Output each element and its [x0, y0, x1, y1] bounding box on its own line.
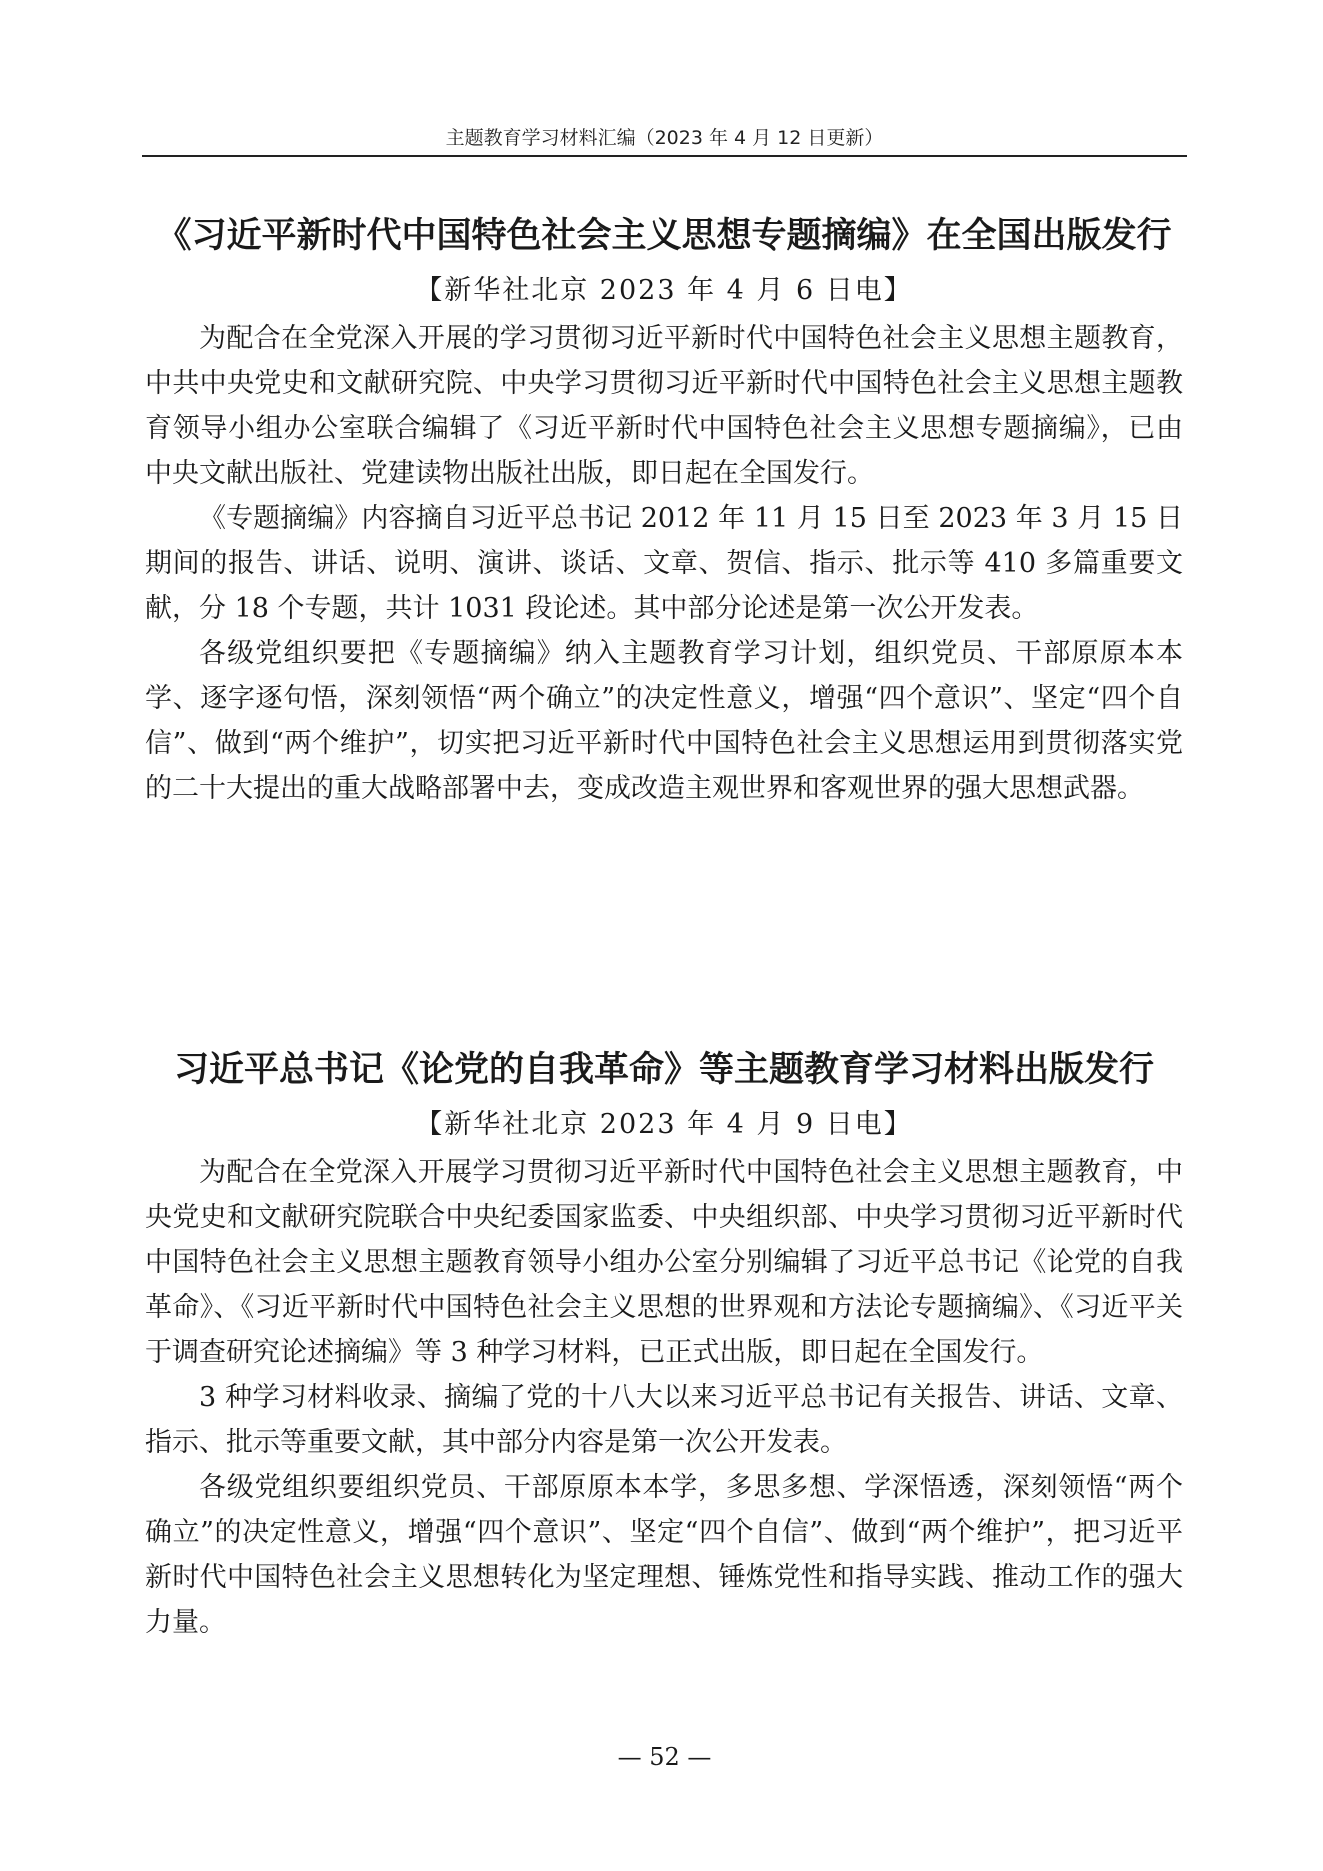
page-number: — 52 — — [617, 1743, 712, 1771]
header-divider — [142, 155, 1187, 157]
article-paragraph: 各级党组织要把《专题摘编》纳入主题教育学习计划，组织党员、干部原原本本学、逐字逐句悟，深刻领悟“两个确立”的决定性意义，增强“四个意识”、坚定“四个自信”、做到“两个维护”，切实把习近平新时代中国特色社会主义思想运用到贯彻落实党的二十大提出的重大战略部署中去，变成改造主观世界和客观世界的强大思想武器。 — [145, 638, 1183, 804]
article-title: 习近平总书记《论党的自我革命》等主题教育学习材料出版发行 — [173, 1050, 1154, 1090]
article-paragraph: 为配合在全党深入开展学习贯彻习近平新时代中国特色社会主义思想主题教育，中央党史和文献研究院联合中央纪委国家监委、中央组织部、中央学习贯彻习近平新时代中国特色社会主义思想主题教育领导小组办公室分别编辑了习近平总书记《论党的自我革命》、《习近平新时代中国特色社会主义思想的世界观和方法论专题摘编》、《习近平关于调查研究论述摘编》等 3 种学习材料，已正式出版，即日起在全国发行。 — [145, 1157, 1183, 1368]
article-dateline: 【新华社北京 2023 年 4 月 9 日电】 — [415, 1109, 913, 1140]
article-2 — [145, 1040, 1183, 1645]
running-header: 主题教育学习材料汇编（2023 年 4 月 12 日更新） — [445, 127, 884, 149]
article-paragraph: 3 种学习材料收录、摘编了党的十八大以来习近平总书记有关报告、讲话、文章、指示、批示等重要文献，其中部分内容是第一次公开发表。 — [145, 1382, 1183, 1458]
article-1 — [145, 206, 1183, 811]
article-title: 《习近平新时代中国特色社会主义思想专题摘编》在全国出版发行 — [156, 216, 1172, 256]
article-paragraph: 《专题摘编》内容摘自习近平总书记 2012 年 11 月 15 日至 2023 年 3 月 15 日期间的报告、讲话、说明、演讲、谈话、文章、贺信、指示、批示等 410 多篇重要文献，分 18 个专题，共计 1031 段论述。其中部分论述是第一次公开发表。 — [145, 503, 1183, 624]
article-dateline: 【新华社北京 2023 年 4 月 6 日电】 — [415, 275, 913, 306]
article-paragraph: 为配合在全党深入开展的学习贯彻习近平新时代中国特色社会主义思想主题教育，中共中央党史和文献研究院、中央学习贯彻习近平新时代中国特色社会主义思想主题教育领导小组办公室联合编辑了《习近平新时代中国特色社会主义思想专题摘编》，已由中央文献出版社、党建读物出版社出版，即日起在全国发行。 — [145, 323, 1183, 489]
article-paragraph: 各级党组织要组织党员、干部原原本本学，多思多想、学深悟透，深刻领悟“两个确立”的决定性意义，增强“四个意识”、坚定“四个自信”、做到“两个维护”，把习近平新时代中国特色社会主义思想转化为坚定理想、锤炼党性和指导实践、推动工作的强大力量。 — [145, 1472, 1183, 1638]
